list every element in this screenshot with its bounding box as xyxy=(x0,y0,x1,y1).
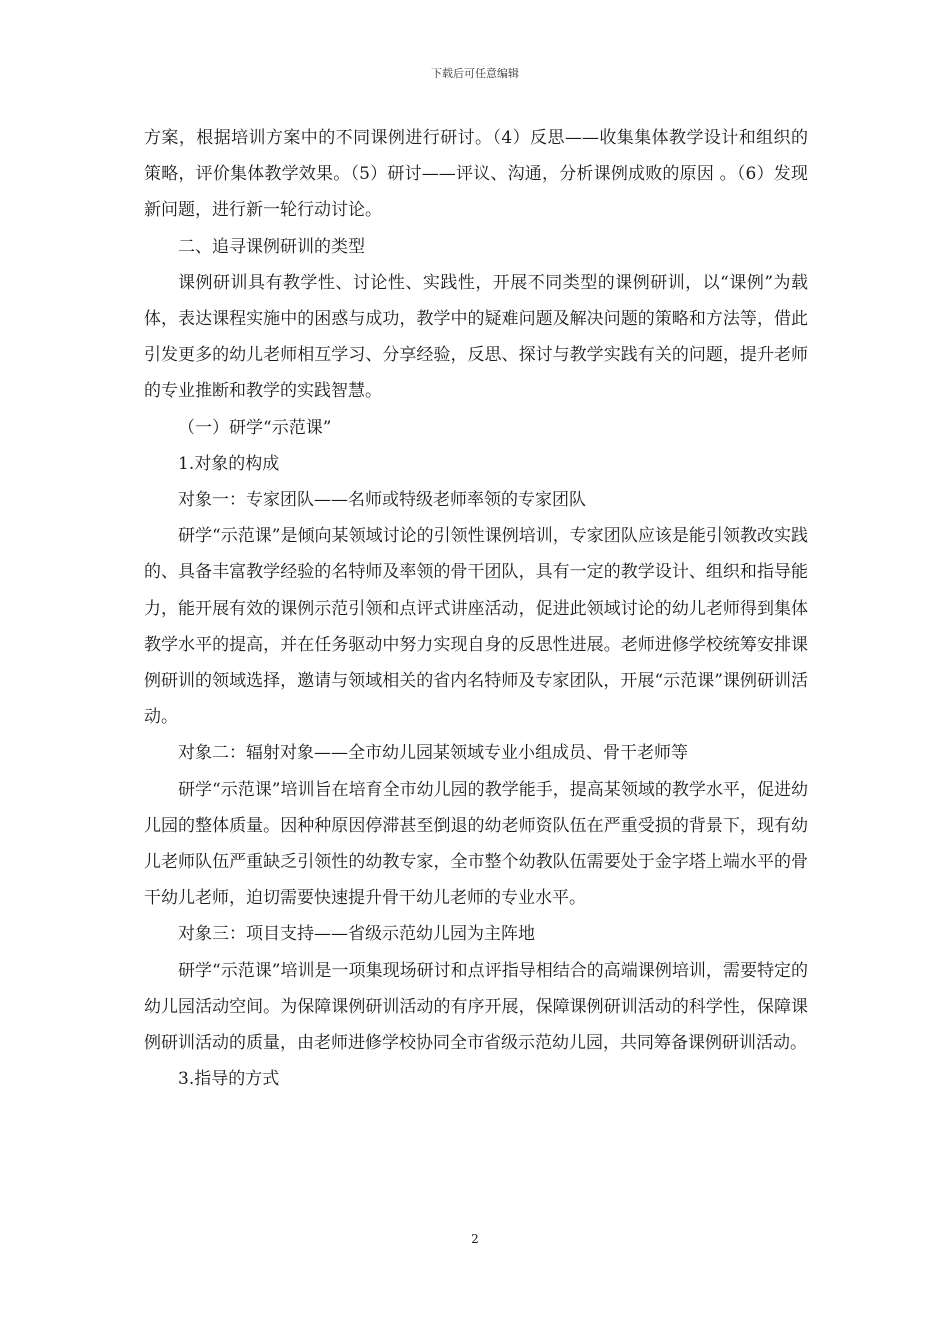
item-heading-object-two: 对象二：辐射对象——全市幼儿园某领域专业小组成员、骨干老师等 xyxy=(178,743,688,764)
paragraph-object-two: 研学“示范课”培训旨在培育全市幼儿园的教学能手，提高某领域的教学水平，促进幼儿园的整体质量。因种种原因停滞甚至倒退的幼老师资队伍在严重受损的背景下，现有幼儿老师队伍严重缺乏引领性的幼教专家，全市整个幼教队伍需要处于金字塔上端水平的骨干幼儿老师，迫切需要快速提升骨干幼儿老师的专业水平。 xyxy=(144,779,808,909)
item-heading-composition: 1.对象的构成 xyxy=(178,453,280,474)
item-heading-guidance-method: 3.指导的方式 xyxy=(178,1069,280,1090)
item-heading-object-one: 对象一：专家团队——名师或特级老师率领的专家团队 xyxy=(178,490,586,511)
paragraph-object-one: 研学“示范课”是倾向某领域讨论的引领性课例培训，专家团队应该是能引领教改实践的、具备丰富教学经验的名特师及率领的骨干团队，具有一定的教学设计、组织和指导能力，能开展有效的课例示范引领和点评式讲座活动，促进此领域讨论的幼儿老师得到集体教学水平的提高，并在任务驱动中努力实现自身的反思性进展。老师进修学校统筹安排课例研训的领域选择，邀请与领域相关的省内名特师及专家团队，开展“示范课”课例研训活动。 xyxy=(144,526,808,728)
paragraph-method-steps: 方案，根据培训方案中的不同课例进行研讨。（4）反思——收集集体教学设计和组织的策略，评价集体教学效果。（5）研讨——评议、沟通，分析课例成败的原因 。（6）发现新问题，进行新一轮行动讨论。 xyxy=(144,128,808,221)
page-header-note: 下载后可任意编辑 xyxy=(431,67,519,80)
item-heading-object-three: 对象三：项目支持——省级示范幼儿园为主阵地 xyxy=(178,924,535,945)
page-number: 2 xyxy=(471,1232,479,1246)
section-heading-types: 二、追寻课例研训的类型 xyxy=(178,236,365,257)
subsection-heading-demo-lesson: （一）研学“示范课” xyxy=(178,417,332,438)
document-body xyxy=(144,120,808,1097)
paragraph-object-three: 研学“示范课”培训是一项集现场研讨和点评指导相结合的高端课例培训，需要特定的幼儿园活动空间。为保障课例研训活动的有序开展，保障课例研训活动的科学性，保障课例研训活动的质量，由老师进修学校协同全市省级示范幼儿园，共同筹备课例研训活动。 xyxy=(144,960,808,1054)
paragraph-types-intro: 课例研训具有教学性、讨论性、实践性，开展不同类型的课例研训，以“课例”为载体，表达课程实施中的困惑与成功，教学中的疑难问题及解决问题的策略和方法等，借此引发更多的幼儿老师相互学习、分享经验，反思、探讨与教学实践有关的问题，提升老师的专业推断和教学的实践智慧。 xyxy=(144,272,808,402)
